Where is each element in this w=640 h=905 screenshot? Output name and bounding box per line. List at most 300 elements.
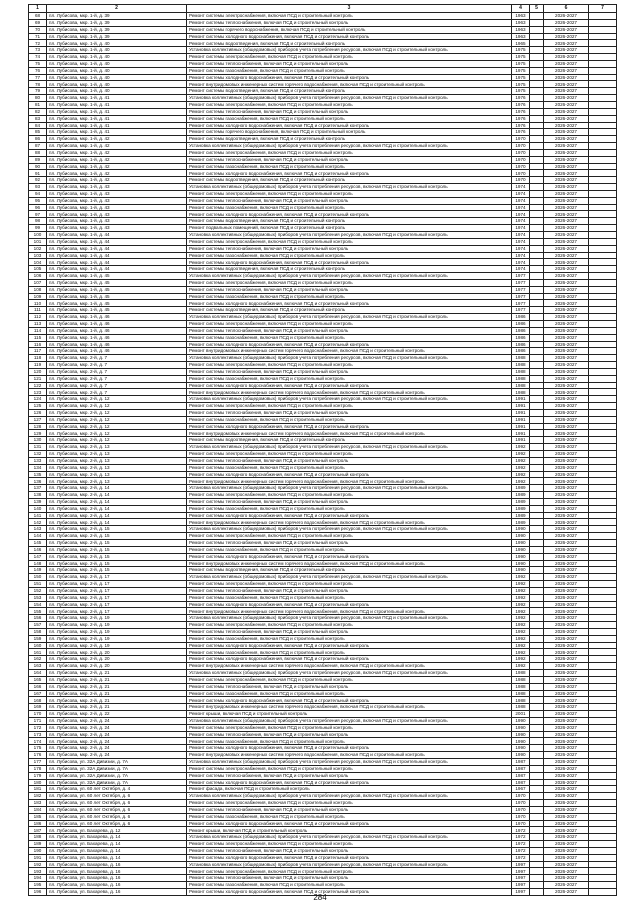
table-cell: Ремонт системы газоснабжения, включая ПСД и строительный контроль: [187, 293, 512, 300]
table-row: [29, 396, 617, 403]
table-cell: [589, 266, 617, 273]
table-cell: Ремонт крыши, включая ПСД и строительный контроль: [187, 827, 512, 834]
table-cell: Ремонт системы горячего водоснабжения, включая ПСД и строительный контроль: [187, 26, 512, 33]
table-cell: пл. Лубисова, мкр. 1-й, д. 39: [47, 13, 187, 20]
table-cell: 1970: [512, 806, 530, 813]
table-cell: 118: [29, 355, 47, 362]
table-cell: пл. Лубисова, мкр. 2-й, д. 13: [47, 464, 187, 471]
table-cell: 1986: [512, 348, 530, 355]
table-cell: 1970: [512, 163, 530, 170]
table-body: [29, 13, 617, 896]
table-cell: [589, 382, 617, 389]
table-cell: 2026-2027: [544, 403, 589, 410]
table-row: [29, 286, 617, 293]
table-cell: 2026-2027: [544, 711, 589, 718]
table-cell: [530, 40, 544, 47]
table-cell: 2026-2027: [544, 238, 589, 245]
table-cell: Ремонт системы водоотведения, включая ПСД и строительный контроль: [187, 218, 512, 225]
table-cell: [530, 163, 544, 170]
table-cell: Ремонт системы холодного водоснабжения, включая ПСД и строительный контроль: [187, 745, 512, 752]
table-cell: 96: [29, 204, 47, 211]
table-cell: 1976: [512, 101, 530, 108]
table-cell: [530, 841, 544, 848]
table-cell: 1976: [512, 115, 530, 122]
table-cell: Ремонт системы теплоснабжения, включая ПСД и строительный контроль: [187, 731, 512, 738]
table-cell: 124: [29, 396, 47, 403]
table-cell: Ремонт системы теплоснабжения, включая ПСД и строительный контроль: [187, 539, 512, 546]
table-row: [29, 163, 617, 170]
table-cell: пл. Лубисова, мкр. 2-й, д. 14: [47, 519, 187, 526]
table-cell: 2026-2027: [544, 752, 589, 759]
table-cell: 153: [29, 594, 47, 601]
table-cell: 2026-2027: [544, 368, 589, 375]
table-cell: Ремонт системы холодного водоснабжения, включая ПСД и строительный контроль: [187, 74, 512, 81]
table-cell: 2026-2027: [544, 512, 589, 519]
table-cell: 1997: [512, 875, 530, 882]
table-cell: пл. Лубисова, мкр. 1-й, д. 43: [47, 204, 187, 211]
table-cell: Ремонт системы холодного водоснабжения, включая ПСД и строительный контроль: [187, 656, 512, 663]
table-cell: [589, 854, 617, 861]
table-cell: [530, 423, 544, 430]
table-cell: Ремонт системы теплоснабжения, включая ПСД и строительный контроль: [187, 628, 512, 635]
table-cell: [530, 348, 544, 355]
table-cell: 1988: [512, 375, 530, 382]
table-row: [29, 334, 617, 341]
table-row: [29, 266, 617, 273]
table-cell: 188: [29, 834, 47, 841]
table-cell: 142: [29, 519, 47, 526]
table-cell: [530, 252, 544, 259]
table-row: [29, 101, 617, 108]
table-cell: 2026-2027: [544, 136, 589, 143]
table-cell: [530, 868, 544, 875]
table-cell: пл. Лубисова, мкр. 2-й, д. 14: [47, 512, 187, 519]
table-cell: [589, 847, 617, 854]
table-cell: 1991: [512, 396, 530, 403]
table-cell: 191: [29, 854, 47, 861]
table-cell: [589, 355, 617, 362]
table-row: [29, 54, 617, 61]
table-cell: [589, 663, 617, 670]
table-cell: 159: [29, 635, 47, 642]
table-row: [29, 772, 617, 779]
table-cell: пл. Лубисова, мкр. 1-й, д. 40: [47, 54, 187, 61]
table-cell: 176: [29, 752, 47, 759]
table-cell: 2026-2027: [544, 327, 589, 334]
table-row: [29, 868, 617, 875]
table-cell: [530, 608, 544, 615]
table-cell: 2026-2027: [544, 95, 589, 102]
table-cell: [530, 738, 544, 745]
table-cell: Ремонт внутридомовых инженерных систем горячего водоснабжения, включая ПСД и строительный контроль: [187, 81, 512, 88]
table-cell: Ремонт системы теплоснабжения, включая ПСД и строительный контроль: [187, 156, 512, 163]
table-cell: 92: [29, 177, 47, 184]
table-cell: пл. Лубисова, мкр. 2-й, д. 12: [47, 423, 187, 430]
table-cell: 2026-2027: [544, 683, 589, 690]
table-cell: [589, 409, 617, 416]
table-cell: Ремонт системы электроснабжения, включая ПСД и строительный контроль: [187, 868, 512, 875]
table-cell: 146: [29, 546, 47, 553]
table-cell: пл. Лубисова, мкр. 2-й, д. 7: [47, 382, 187, 389]
table-cell: 2026-2027: [544, 184, 589, 191]
table-cell: [589, 868, 617, 875]
table-cell: пл. Лубисова, ул. Бахарева, д. 14: [47, 847, 187, 854]
table-cell: [589, 362, 617, 369]
table-cell: 184: [29, 806, 47, 813]
table-cell: 82: [29, 108, 47, 115]
table-cell: [589, 26, 617, 33]
table-cell: пл. Лубисова, мкр. 1-й, д. 45: [47, 300, 187, 307]
table-cell: [589, 546, 617, 553]
table-cell: Ремонт системы теплоснабжения, включая ПСД и строительный контроль: [187, 457, 512, 464]
table-cell: 2026-2027: [544, 464, 589, 471]
table-cell: [589, 704, 617, 711]
table-row: [29, 806, 617, 813]
table-cell: 1987: [512, 765, 530, 772]
table-row: [29, 232, 617, 239]
table-cell: 91: [29, 170, 47, 177]
table-cell: 2026-2027: [544, 813, 589, 820]
table-cell: пл. Лубисова, мкр. 2-й, д. 24: [47, 731, 187, 738]
table-cell: 1974: [512, 232, 530, 239]
table-cell: Ремонт системы газоснабжения, включая ПСД и строительный контроль: [187, 738, 512, 745]
table-cell: 1972: [512, 847, 530, 854]
table-cell: 2026-2027: [544, 656, 589, 663]
table-cell: [530, 232, 544, 239]
table-cell: пл. Лубисова, мкр. 1-й, д. 41: [47, 108, 187, 115]
table-cell: Ремонт системы холодного водоснабжения, включая ПСД и строительный контроль: [187, 512, 512, 519]
table-cell: 86: [29, 136, 47, 143]
table-cell: 2026-2027: [544, 539, 589, 546]
table-cell: [530, 211, 544, 218]
table-cell: 155: [29, 608, 47, 615]
table-cell: пл. Лубисова, мкр. 1-й, д. 44: [47, 232, 187, 239]
table-cell: [530, 820, 544, 827]
table-cell: [530, 492, 544, 499]
table-cell: 2026-2027: [544, 33, 589, 40]
table-cell: 1970: [512, 156, 530, 163]
table-cell: 2026-2027: [544, 608, 589, 615]
table-cell: 123: [29, 389, 47, 396]
table-cell: Ремонт системы холодного водоснабжения, включая ПСД и строительный контроль: [187, 471, 512, 478]
table-cell: 2026-2027: [544, 519, 589, 526]
table-cell: [589, 232, 617, 239]
table-cell: 161: [29, 649, 47, 656]
table-cell: [530, 512, 544, 519]
table-cell: [530, 717, 544, 724]
table-cell: [589, 136, 617, 143]
table-cell: 169: [29, 704, 47, 711]
table-cell: 84: [29, 122, 47, 129]
table-cell: 2026-2027: [544, 841, 589, 848]
table-cell: [589, 416, 617, 423]
table-cell: [589, 765, 617, 772]
table-cell: 2026-2027: [544, 690, 589, 697]
table-cell: пл. Лубисова, ул. 60 лет Октября, д. 6: [47, 793, 187, 800]
table-cell: 2026-2027: [544, 40, 589, 47]
table-cell: 1990: [512, 738, 530, 745]
table-cell: [589, 553, 617, 560]
table-cell: Ремонт системы теплоснабжения, включая ПСД и строительный контроль: [187, 368, 512, 375]
table-cell: 1992: [512, 574, 530, 581]
table-cell: [530, 485, 544, 492]
table-cell: 1992: [512, 608, 530, 615]
table-cell: 1992: [512, 594, 530, 601]
table-row: [29, 327, 617, 334]
table-cell: Ремонт внутридомовых инженерных систем горячего водоснабжения, включая ПСД и строительный контроль: [187, 560, 512, 567]
document-sheet: [28, 4, 616, 896]
table-cell: [530, 279, 544, 286]
table-cell: Ремонт системы электроснабжения, включая ПСД и строительный контроль: [187, 841, 512, 848]
table-cell: Ремонт системы электроснабжения, включая ПСД и строительный контроль: [187, 451, 512, 458]
table-cell: пл. Лубисова, мкр. 2-й, д. 15: [47, 567, 187, 574]
table-cell: [530, 793, 544, 800]
table-cell: [589, 498, 617, 505]
table-cell: 143: [29, 526, 47, 533]
table-cell: 174: [29, 738, 47, 745]
table-cell: [589, 218, 617, 225]
table-cell: 1965: [512, 40, 530, 47]
table-cell: Ремонт системы холодного водоснабжения, включая ПСД и строительный контроль: [187, 259, 512, 266]
table-cell: [589, 341, 617, 348]
table-cell: [530, 122, 544, 129]
table-cell: 2026-2027: [544, 478, 589, 485]
table-row: [29, 403, 617, 410]
table-cell: пл. Лубисова, мкр. 2-й, д. 19: [47, 628, 187, 635]
table-row: [29, 348, 617, 355]
table-cell: пл. Лубисова, мкр. 2-й, д. 7: [47, 389, 187, 396]
header-row: [29, 5, 617, 13]
table-cell: 1967: [512, 786, 530, 793]
table-cell: 1986: [512, 320, 530, 327]
table-cell: 1977: [512, 279, 530, 286]
table-cell: 1992: [512, 457, 530, 464]
table-cell: 2026-2027: [544, 492, 589, 499]
table-cell: 148: [29, 560, 47, 567]
table-cell: пл. Лубисова, мкр. 2-й, д. 17: [47, 594, 187, 601]
table-cell: пл. Лубисова, мкр. 2-й, д. 24: [47, 724, 187, 731]
table-row: [29, 33, 617, 40]
table-cell: 145: [29, 539, 47, 546]
table-cell: [589, 485, 617, 492]
table-row: [29, 526, 617, 533]
table-cell: [589, 656, 617, 663]
table-cell: 1992: [512, 444, 530, 451]
table-cell: [589, 861, 617, 868]
table-cell: [530, 663, 544, 670]
table-row: [29, 40, 617, 47]
table-cell: [530, 81, 544, 88]
table-cell: 1992: [512, 615, 530, 622]
table-cell: Ремонт системы газоснабжения, включая ПСД и строительный контроль: [187, 416, 512, 423]
table-cell: пл. Лубисова, мкр. 1-й, д. 39: [47, 33, 187, 40]
table-cell: 1992: [512, 656, 530, 663]
table-row: [29, 245, 617, 252]
table-cell: 181: [29, 786, 47, 793]
table-cell: 2026-2027: [544, 882, 589, 889]
table-cell: пл. Лубисова, мкр. 1-й, д. 42: [47, 149, 187, 156]
table-cell: 2026-2027: [544, 553, 589, 560]
table-cell: Ремонт системы газоснабжения, включая ПСД и строительный контроль: [187, 505, 512, 512]
table-cell: 158: [29, 628, 47, 635]
table-row: [29, 457, 617, 464]
table-row: [29, 622, 617, 629]
table-row: [29, 430, 617, 437]
table-row: [29, 293, 617, 300]
table-cell: пл. Лубисова, мкр. 1-й, д. 39: [47, 26, 187, 33]
table-cell: пл. Лубисова, ул. Бахарева, д. 16: [47, 875, 187, 882]
table-cell: 2026-2027: [544, 190, 589, 197]
table-cell: [589, 211, 617, 218]
table-cell: [530, 197, 544, 204]
table-cell: [589, 793, 617, 800]
table-cell: 115: [29, 334, 47, 341]
table-cell: [530, 115, 544, 122]
table-cell: 151: [29, 581, 47, 588]
table-cell: 137: [29, 485, 47, 492]
table-cell: пл. Лубисова, мкр. 1-й, д. 44: [47, 238, 187, 245]
table-cell: [530, 711, 544, 718]
table-cell: 1990: [512, 724, 530, 731]
table-cell: 2026-2027: [544, 738, 589, 745]
table-cell: 1990: [512, 567, 530, 574]
header-cell: 1: [29, 5, 47, 13]
table-row: [29, 67, 617, 74]
table-cell: 2026-2027: [544, 793, 589, 800]
table-cell: 1977: [512, 293, 530, 300]
table-cell: пл. Лубисова, мкр. 1-й, д. 46: [47, 327, 187, 334]
table-cell: Ремонт внутридомовых инженерных систем горячего водоснабжения, включая ПСД и строительный контроль: [187, 348, 512, 355]
table-cell: [530, 307, 544, 314]
table-cell: пл. Лубисова, мкр. 2-й, д. 7: [47, 362, 187, 369]
table-cell: 1991: [512, 416, 530, 423]
table-cell: 1997: [512, 868, 530, 875]
table-cell: 2026-2027: [544, 847, 589, 854]
table-cell: [530, 649, 544, 656]
table-cell: пл. Лубисова, ул. Бахарева, д. 16: [47, 868, 187, 875]
table-cell: пл. Лубисова, мкр. 1-й, д. 41: [47, 101, 187, 108]
table-cell: Установка коллективных (общедомовых) приборов учета потребления ресурсов, включая ПСД и строительный контроль: [187, 273, 512, 280]
table-cell: 2026-2027: [544, 320, 589, 327]
table-cell: 1988: [512, 389, 530, 396]
table-cell: 111: [29, 307, 47, 314]
table-cell: [589, 779, 617, 786]
table-cell: 2026-2027: [544, 416, 589, 423]
table-cell: 2026-2027: [544, 67, 589, 74]
table-row: [29, 670, 617, 677]
table-cell: пл. Лубисова, мкр. 1-й, д. 43: [47, 184, 187, 191]
table-cell: 101: [29, 238, 47, 245]
table-row: [29, 882, 617, 889]
table-cell: Ремонт внутридомовых инженерных систем горячего водоснабжения, включая ПСД и строительный контроль: [187, 608, 512, 615]
table-cell: 2026-2027: [544, 423, 589, 430]
table-cell: [589, 293, 617, 300]
table-cell: [530, 567, 544, 574]
table-cell: 1992: [512, 601, 530, 608]
table-cell: [530, 464, 544, 471]
table-cell: Ремонт системы газоснабжения, включая ПСД и строительный контроль: [187, 594, 512, 601]
table-cell: 157: [29, 622, 47, 629]
table-cell: [589, 396, 617, 403]
table-cell: пл. Лубисова, мкр. 1-й, д. 43: [47, 225, 187, 232]
table-cell: 2026-2027: [544, 375, 589, 382]
table-cell: [530, 581, 544, 588]
table-cell: [589, 875, 617, 882]
table-row: [29, 813, 617, 820]
table-cell: пл. Лубисова, мкр. 1-й, д. 40: [47, 40, 187, 47]
table-cell: 2026-2027: [544, 526, 589, 533]
table-cell: 2026-2027: [544, 765, 589, 772]
table-cell: 1997: [512, 882, 530, 889]
table-cell: [530, 553, 544, 560]
table-cell: пл. Лубисова, мкр. 1-й, д. 46: [47, 320, 187, 327]
table-cell: [589, 320, 617, 327]
table-cell: Ремонт системы электроснабжения, включая ПСД и строительный контроль: [187, 320, 512, 327]
table-cell: [589, 95, 617, 102]
table-cell: [589, 670, 617, 677]
table-cell: Ремонт системы теплоснабжения, включая ПСД и строительный контроль: [187, 245, 512, 252]
table-cell: 2026-2027: [544, 779, 589, 786]
table-row: [29, 423, 617, 430]
table-cell: [589, 642, 617, 649]
table-cell: 1986: [512, 327, 530, 334]
table-row: [29, 47, 617, 54]
table-row: [29, 601, 617, 608]
table-cell: пл. Лубисова, мкр. 2-й, д. 12: [47, 437, 187, 444]
table-row: [29, 567, 617, 574]
table-cell: 162: [29, 656, 47, 663]
table-cell: 2026-2027: [544, 806, 589, 813]
table-cell: Установка коллективных (общедомовых) приборов учета потребления ресурсов, включая ПСД и строительный контроль: [187, 314, 512, 321]
table-row: [29, 485, 617, 492]
table-cell: 2026-2027: [544, 286, 589, 293]
table-cell: 163: [29, 663, 47, 670]
table-cell: 2026-2027: [544, 622, 589, 629]
table-cell: 93: [29, 184, 47, 191]
table-cell: 2001: [512, 711, 530, 718]
table-cell: [589, 478, 617, 485]
table-cell: [589, 156, 617, 163]
table-cell: [530, 526, 544, 533]
table-cell: Установка коллективных (общедомовых) приборов учета потребления ресурсов, включая ПСД и строительный контроль: [187, 670, 512, 677]
table-cell: Установка коллективных (общедомовых) приборов учета потребления ресурсов, включая ПСД и строительный контроль: [187, 232, 512, 239]
table-cell: 1974: [512, 252, 530, 259]
table-cell: Ремонт системы теплоснабжения, включая ПСД и строительный контроль: [187, 286, 512, 293]
table-cell: 1990: [512, 731, 530, 738]
table-row: [29, 197, 617, 204]
table-cell: 78: [29, 81, 47, 88]
table-cell: [530, 451, 544, 458]
table-row: [29, 238, 617, 245]
table-row: [29, 320, 617, 327]
table-cell: 193: [29, 868, 47, 875]
table-cell: 165: [29, 676, 47, 683]
table-cell: пл. Лубисова, мкр. 2-й, д. 14: [47, 505, 187, 512]
table-cell: [530, 108, 544, 115]
table-cell: 189: [29, 841, 47, 848]
table-cell: 177: [29, 758, 47, 765]
table-cell: [530, 758, 544, 765]
table-cell: пл. Лубисова, мкр. 1-й, д. 45: [47, 293, 187, 300]
table-row: [29, 498, 617, 505]
table-cell: [589, 74, 617, 81]
table-cell: пл. Лубисова, мкр. 1-й, д. 44: [47, 259, 187, 266]
table-cell: 1992: [512, 642, 530, 649]
table-cell: пл. Лубисова, мкр. 1-й, д. 44: [47, 245, 187, 252]
table-cell: Ремонт системы теплоснабжения, включая ПСД и строительный контроль: [187, 327, 512, 334]
table-row: [29, 492, 617, 499]
table-cell: [530, 690, 544, 697]
